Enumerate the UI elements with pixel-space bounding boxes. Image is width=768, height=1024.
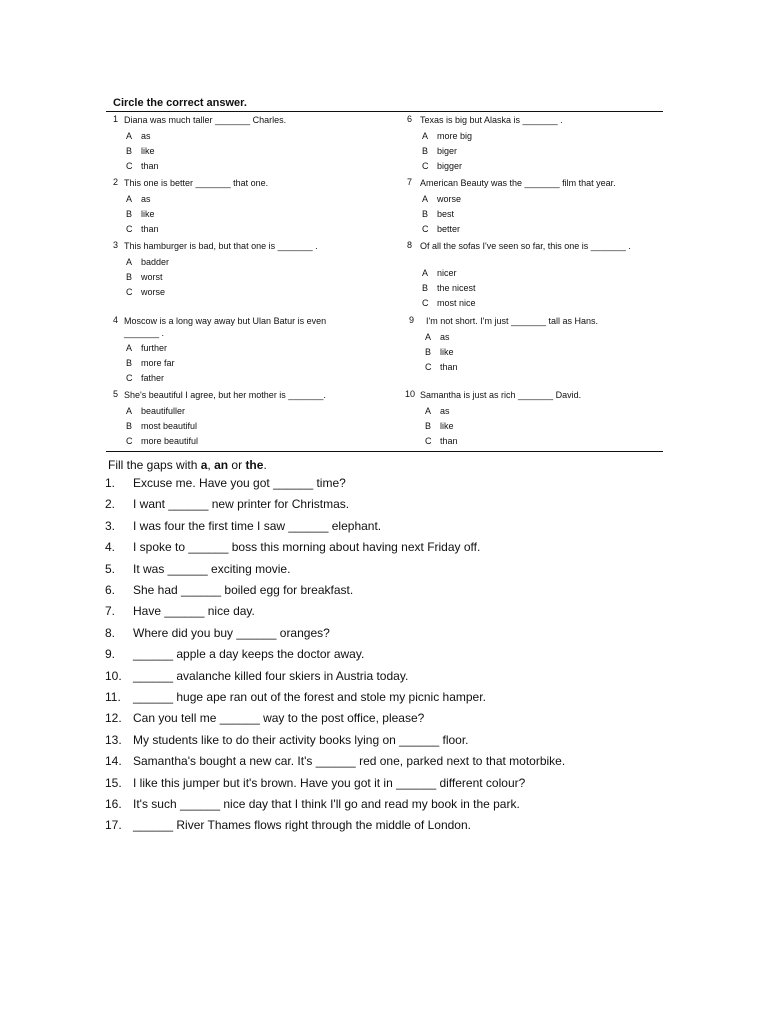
option-text: badder [141,257,170,267]
answer-option[interactable] [425,362,458,372]
question-text: This one is better _______ that one. [124,178,269,188]
answer-option[interactable] [422,268,457,278]
gap-text: It was ______ exciting movie. [133,561,291,576]
option-text: like [141,209,155,219]
question-text: She's beautiful I agree, but her mother is _______. [124,390,326,400]
option-letter: C [126,161,133,171]
option-text: than [440,436,458,446]
answer-option[interactable] [425,436,458,446]
instruction-separator-2: or [228,458,246,472]
gap-sentence [105,754,565,770]
option-text: biger [437,146,458,156]
option-letter: A [126,257,133,267]
option-letter: B [422,209,429,219]
answer-option[interactable] [126,358,175,368]
gap-sentence [105,583,353,599]
gap-number: 14. [105,754,122,769]
question-text: Diana was much taller _______ Charles. [124,115,287,125]
gap-number: 7. [105,604,116,619]
word-an: an [214,458,229,472]
question-text: American Beauty was the _______ film that year. [420,178,616,188]
word-a: a [200,458,208,472]
gap-sentence [105,540,480,556]
instruction-suffix: . [263,458,267,472]
option-text: like [440,421,454,431]
question-text: Samantha is just as rich _______ David. [420,390,582,400]
question-number: 2 [113,177,119,187]
option-text: worse [141,287,166,297]
answer-option[interactable] [422,131,472,141]
option-letter: B [422,146,429,156]
gap-number: 10. [105,668,122,683]
option-text: most nice [437,298,476,308]
answer-option[interactable] [425,332,450,342]
answer-option[interactable] [425,347,454,357]
option-letter: A [126,131,133,141]
option-text: best [437,209,455,219]
gap-text: I want ______ new printer for Christmas. [133,497,350,512]
answer-option[interactable] [422,146,457,156]
gap-text: Samantha's bought a new car. It's ______ red one, parked next to that motorbike. [133,754,566,769]
gap-text: I like this jumper but it's brown. Have you got it in ______ different colour? [133,775,526,790]
option-text: like [440,347,454,357]
answer-option[interactable] [126,224,159,234]
gap-text: It's such ______ nice day that I think I'll go and read my book in the park. [133,797,520,811]
gap-text: Can you tell me ______ way to the post office, please? [133,711,425,726]
gap-text: ______ apple a day keeps the doctor away. [133,647,365,662]
option-text: nicer [437,268,457,278]
gap-sentence [105,797,520,813]
answer-option[interactable] [422,224,460,234]
option-letter: C [422,161,429,171]
option-letter: B [126,209,133,219]
option-letter: A [422,194,429,204]
gap-number: 1. [105,476,116,490]
option-text: beautifuller [141,406,186,416]
gap-sentence [105,669,408,685]
instruction-separator-1: , [207,458,215,472]
option-text: as [440,332,450,342]
answer-option[interactable] [126,161,159,171]
answer-option[interactable] [422,298,476,308]
answer-option[interactable] [126,209,155,219]
option-text: more beautiful [141,436,199,446]
gap-text: Excuse me. Have you got ______ time? [133,476,346,490]
gap-sentence [105,476,346,492]
answer-option[interactable] [126,373,164,383]
gap-number: 4. [105,540,116,555]
option-letter: C [126,373,133,383]
gap-number: 8. [105,625,116,640]
gap-number: 16. [105,797,122,811]
option-text: the nicest [437,283,476,293]
gap-sentence [105,711,424,727]
question-text: Moscow is a long way away but Ulan Batur is even _______ . [124,316,327,338]
gap-text: My students like to do their activity books lying on ______ floor. [133,732,469,747]
option-letter: C [126,287,133,297]
answer-option[interactable] [126,436,198,446]
answer-option[interactable] [126,421,197,431]
gap-number: 13. [105,732,122,747]
gap-number: 2. [105,497,116,512]
option-letter: C [422,224,429,234]
fill-gaps-instruction [108,458,267,472]
option-text: bigger [437,161,463,171]
gap-sentence [105,733,469,749]
gap-text: Have ______ nice day. [133,604,255,619]
gap-number: 11. [105,690,121,704]
gap-text: She had ______ boiled egg for breakfast. [133,583,354,597]
gap-number: 6. [105,583,116,597]
answer-option[interactable] [126,194,151,204]
gap-sentence [105,604,255,620]
option-letter: A [422,268,429,278]
option-letter: A [422,131,429,141]
option-letter: C [425,362,432,372]
gap-text: I was four the first time I saw ______ elephant. [133,518,382,533]
option-letter: B [126,421,133,431]
option-letter: B [126,146,133,156]
option-letter: A [126,343,133,353]
question-number: 6 [407,114,413,124]
option-letter: B [126,358,133,368]
option-text: than [141,161,159,171]
option-text: more big [437,131,473,141]
option-text: than [440,362,458,372]
gap-number: 12. [105,711,122,726]
option-letter: A [425,406,432,416]
question-number: 1 [113,114,119,124]
instruction-prefix: Fill the gaps with [108,458,201,472]
question-number: 4 [113,315,119,325]
gap-sentence [105,818,471,834]
answer-option[interactable] [126,406,185,416]
answer-option[interactable] [126,287,165,297]
answer-option[interactable] [422,209,454,219]
bottom-divider [106,451,663,452]
gap-text: ______ avalanche killed four skiers in Austria today. [133,668,409,683]
option-text: like [141,146,155,156]
question-number: 9 [409,315,415,325]
option-text: further [141,343,168,353]
answer-option[interactable] [126,131,151,141]
option-letter: C [422,298,429,308]
question-text: This hamburger is bad, but that one is _______ . [124,241,318,251]
option-letter: B [425,347,432,357]
answer-option[interactable] [126,343,167,353]
question-number: 8 [407,240,413,250]
top-divider [106,111,663,112]
option-text: worse [437,194,462,204]
gap-sentence [105,562,290,578]
gap-number: 3. [105,518,116,533]
answer-option[interactable] [422,283,476,293]
option-text: as [141,131,151,141]
gap-number: 17. [105,818,122,833]
gap-text: ______ River Thames flows right through the middle of London. [133,818,471,833]
answer-option[interactable] [425,406,450,416]
option-text: as [141,194,151,204]
answer-option[interactable] [126,272,163,282]
answer-option[interactable] [422,194,461,204]
option-letter: C [126,436,133,446]
question-text: Texas is big but Alaska is _______ . [420,115,563,125]
option-text: worst [141,272,163,282]
option-text: as [440,406,450,416]
word-the: the [245,458,264,472]
answer-option[interactable] [425,421,454,431]
option-letter: A [126,194,133,204]
gap-sentence [105,647,364,663]
gap-sentence [105,776,525,792]
question-text: Of all the sofas I've seen so far, this one is _______ . [420,241,631,251]
option-letter: B [126,272,133,282]
question-number: 10 [405,389,416,399]
option-letter: C [126,224,133,234]
gap-number: 15. [105,775,122,790]
gap-text: Where did you buy ______ oranges? [133,625,330,640]
option-letter: A [425,332,432,342]
question-number: 5 [113,389,119,399]
answer-option[interactable] [422,161,462,171]
option-text: father [141,373,165,383]
option-letter: C [425,436,432,446]
gap-sentence [105,519,381,535]
option-text: more far [141,358,175,368]
gap-number: 9. [105,647,116,662]
gap-text: I spoke to ______ boss this morning about having next Friday off. [133,540,481,555]
option-letter: B [425,421,432,431]
gap-text: ______ huge ape ran out of the forest and stole my picnic hamper. [133,690,486,704]
section-title: Circle the correct answer. [113,97,247,109]
gap-number: 5. [105,561,116,576]
gap-sentence [105,690,486,706]
option-letter: B [422,283,429,293]
question-number: 3 [113,240,119,250]
option-text: most beautiful [141,421,198,431]
gap-sentence [105,497,349,513]
option-text: than [141,224,159,234]
question-number: 7 [407,177,413,187]
answer-option[interactable] [126,146,155,156]
gap-sentence [105,626,330,642]
option-text: better [437,224,461,234]
option-letter: A [126,406,133,416]
question-text: I'm not short. I'm just _______ tall as Hans. [426,316,599,326]
answer-option[interactable] [126,257,169,267]
